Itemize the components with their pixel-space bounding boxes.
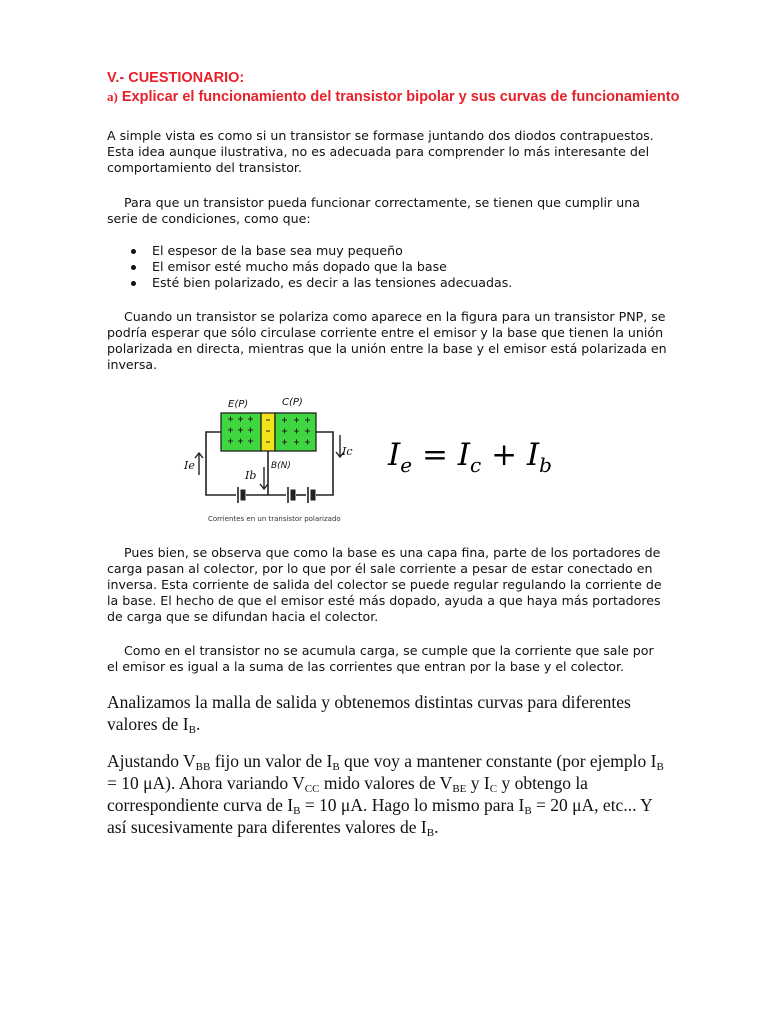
list-item (107, 275, 667, 291)
base-region (261, 413, 275, 451)
serif-text: . (195, 714, 201, 734)
serif-text: = 10 μA. Hago lo mismo para I (300, 795, 525, 815)
arrow-up-icon (195, 453, 203, 475)
bullet-icon (131, 265, 136, 270)
list-item-text: El emisor esté mucho más dopado que la base (152, 259, 447, 274)
serif-text: mido valores de V (319, 773, 453, 793)
question-text: Explicar el funcionamiento del transistor bipolar y sus curvas de funcionamiento (121, 89, 680, 105)
ic-label: Ic (342, 445, 353, 458)
serif-text: fijo un valor de I (210, 751, 333, 771)
battery-icon (238, 487, 245, 503)
formula-ic: I (457, 437, 471, 473)
list-item-text: Esté bien polarizado, es decir a las tensiones adecuadas. (152, 275, 513, 290)
subscript: B (188, 724, 196, 736)
bullet-icon (131, 281, 136, 286)
serif-text: Ajustando V (107, 751, 196, 771)
formula-ib: I (526, 437, 540, 473)
serif-text: y I (466, 773, 490, 793)
paragraph-3-text: Cuando un transistor se polariza como aparece en la figura para un transistor PNP, se podría esperar que sólo circulase corriente entre el emisor y la base que tienen la unión polarizada en directa, mientras que la unión entre la base y el emisor está polarizada en inversa. (107, 309, 667, 372)
formula-ie-sub: e (400, 453, 413, 477)
conditions-list (107, 243, 667, 291)
emitter-label: E(P) (228, 399, 249, 410)
subscript: BB (195, 761, 211, 773)
current-equation (388, 437, 552, 477)
paragraph-5 (107, 643, 667, 675)
subscript: B (524, 805, 532, 817)
battery-icon (308, 487, 315, 503)
serif-text: = 10 μA). Ahora variando V (107, 773, 305, 793)
paragraph-2-text: Para que un transistor pueda funcionar correctamente, se tienen que cumplir una serie de condiciones, como que: (107, 195, 640, 226)
serif-text: = 20 μA, etc... Y así sucesivamente para diferentes valores de I (107, 795, 653, 837)
subscript: B (656, 761, 664, 773)
list-item-text: El espesor de la base sea muy pequeño (152, 243, 403, 258)
subscript: B (332, 761, 340, 773)
collector-label: C(P) (282, 397, 303, 408)
figure-caption: Corrientes en un transistor polarizado (208, 515, 341, 523)
ib-label: Ib (245, 469, 257, 482)
paragraph-5-text: Como en el transistor no se acumula carga, se cumple que la corriente que sale por el emisor es igual a la suma de las corrientes que entran por la base y el colector. (107, 643, 654, 674)
formula-ie: I (388, 437, 401, 473)
serif-text: que voy a mantener constante (por ejemplo I (339, 751, 657, 771)
list-item (107, 243, 667, 259)
battery-icon (288, 487, 295, 503)
subscript: B (293, 805, 301, 817)
collector-region (275, 413, 316, 451)
paragraph-1: A simple vista es como si un transistor se formase juntando dos diodos contrapuestos. Esta idea aunque ilustrativa, no es adecuada para comprender lo más interesante del comportamiento del transistor. (107, 128, 654, 175)
paragraph-4-text: Pues bien, se observa que como la base es una capa fina, parte de los portadores de carga pasan al colector, por lo que por él sale corriente a pesar de estar conectado en inversa. Esta corriente de salida del colector se puede regular regulando la corriente de la base. El hecho de que el emisor esté más dopado, ayuda a que haya más portadores de carga que se difundan hacia el colector. (107, 545, 662, 624)
list-item (107, 259, 667, 275)
formula-plus: + (481, 437, 527, 473)
paragraph-2 (107, 195, 667, 227)
question-prefix: a) (107, 89, 118, 104)
base-label: B(N) (271, 461, 291, 471)
ie-label: Ie (184, 459, 195, 472)
serif-text: . (434, 817, 439, 837)
subscript: BE (452, 783, 467, 795)
subscript: B (426, 827, 435, 839)
formula-ic-sub: c (470, 453, 482, 477)
paragraph-3 (107, 309, 667, 373)
paragraph-4 (107, 545, 667, 625)
formula-ib-sub: b (539, 453, 552, 477)
formula-equals: = (412, 437, 458, 473)
question-heading (107, 89, 679, 105)
bullet-icon (131, 249, 136, 254)
serif-paragraph-2 (107, 750, 667, 838)
serif-text: Analizamos la malla de salida y obtenemos distintas curvas para diferentes valores de I (107, 692, 631, 734)
subscript: C (489, 783, 498, 795)
serif-text: y obtengo la correspondiente curva de I (107, 773, 588, 815)
subscript: CC (304, 783, 320, 795)
section-title: V.- CUESTIONARIO: (107, 70, 245, 86)
serif-paragraph-1 (107, 691, 667, 735)
arrow-down-icon (260, 467, 268, 489)
